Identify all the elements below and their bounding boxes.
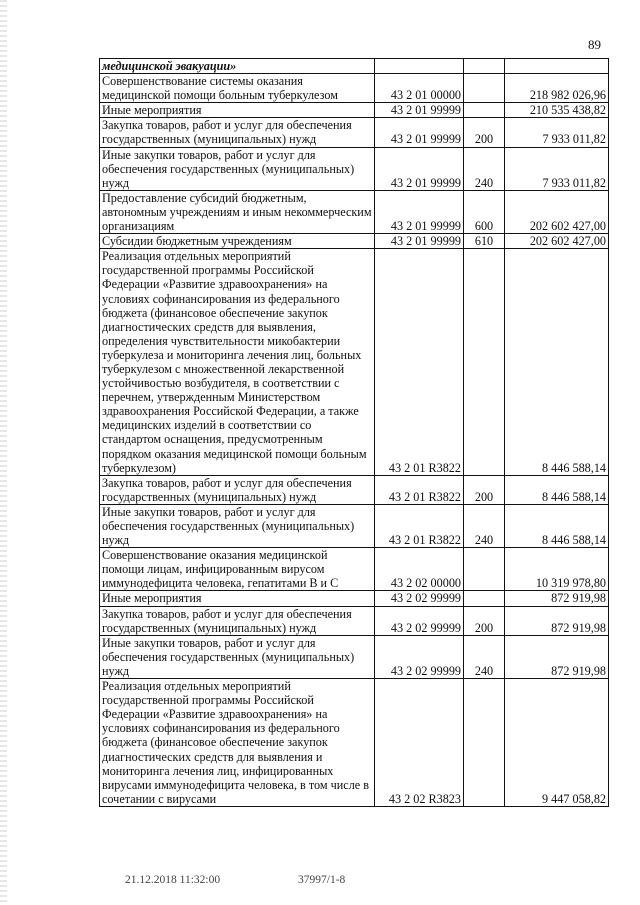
row-code-cell: 43 2 02 99999 (375, 635, 464, 678)
row-amount-cell: 218 982 026,96 (505, 74, 609, 103)
row-expense-type-cell: 200 (464, 475, 505, 504)
row-name-cell: Реализация отдельных мероприятий государственной программы Российской Федерации «Развитие здравоохранения» на условиях софинансирования из федерального бюджета (финансовое обеспечение закупок диагностических средств для выявления, определения чувствительности микобактерии туберкулеза и мониторинга лечения лиц, больных туберкулезом с множественной лекарственной устойчивостью возбудителя, в соответствии с перечнем, утвержденным Министерством здравоохранения Российской Федерации, а также медицинских изделий в соответствии со стандартом оснащения, предусмотренным порядком оказания медицинской помощи больным туберкулезом) (100, 249, 375, 476)
row-amount-cell: 872 919,98 (505, 591, 609, 606)
row-expense-type-cell: 600 (464, 190, 505, 233)
row-expense-type-cell: 240 (464, 147, 505, 190)
row-amount-cell: 9 447 058,82 (505, 679, 609, 807)
row-expense-type-cell: 200 (464, 118, 505, 147)
row-expense-type-cell: 610 (464, 234, 505, 249)
row-amount-cell: 8 446 588,14 (505, 475, 609, 504)
footer-doc-id: 37997/1-8 (298, 874, 346, 886)
row-code-cell: 43 2 02 R3823 (375, 679, 464, 807)
row-code-cell: 43 2 01 99999 (375, 103, 464, 118)
row-name-cell: Закупка товаров, работ и услуг для обеспечения государственных (муниципальных) нужд (100, 606, 375, 635)
page-number: 89 (588, 37, 601, 52)
table-row (100, 591, 609, 606)
row-code-cell: 43 2 02 00000 (375, 548, 464, 591)
table-row (100, 606, 609, 635)
table-row (100, 249, 609, 476)
table-row (100, 679, 609, 807)
row-amount-cell (505, 59, 609, 74)
row-amount-cell: 202 602 427,00 (505, 234, 609, 249)
row-expense-type-cell: 200 (464, 606, 505, 635)
row-expense-type-cell (464, 74, 505, 103)
table-row (100, 118, 609, 147)
row-amount-cell: 7 933 011,82 (505, 118, 609, 147)
row-name-cell: медицинской эвакуации» (100, 59, 375, 74)
row-code-cell: 43 2 02 99999 (375, 606, 464, 635)
table-row (100, 147, 609, 190)
table-row (100, 548, 609, 591)
row-code-cell: 43 2 01 R3822 (375, 475, 464, 504)
table-row (100, 103, 609, 118)
row-name-cell: Закупка товаров, работ и услуг для обеспечения государственных (муниципальных) нужд (100, 118, 375, 147)
row-code-cell: 43 2 01 99999 (375, 147, 464, 190)
row-code-cell (375, 59, 464, 74)
row-amount-cell: 7 933 011,82 (505, 147, 609, 190)
row-name-cell: Иные закупки товаров, работ и услуг для обеспечения государственных (муниципальных) нужд (100, 504, 375, 547)
row-amount-cell: 8 446 588,14 (505, 249, 609, 476)
row-name-cell: Реализация отдельных мероприятий государственной программы Российской Федерации «Развитие здравоохранения» на условиях софинансирования из федерального бюджета (финансовое обеспечение закупок диагностических средств для выявления и мониторинга лечения лиц, инфицированных вирусами иммунодефицита человека, в том числе в сочетании с вирусами (100, 679, 375, 807)
table-row (100, 635, 609, 678)
row-expense-type-cell (464, 249, 505, 476)
budget-table (99, 58, 609, 807)
row-expense-type-cell (464, 679, 505, 807)
row-name-cell: Иные мероприятия (100, 591, 375, 606)
table-row (100, 504, 609, 547)
footer-timestamp: 21.12.2018 11:32:00 (125, 874, 221, 886)
row-expense-type-cell (464, 59, 505, 74)
row-name-cell: Совершенствование оказания медицинской помощи лицам, инфицированным вирусом иммунодефицита человека, гепатитами В и С (100, 548, 375, 591)
budget-table-body (100, 59, 609, 807)
row-amount-cell: 210 535 438,82 (505, 103, 609, 118)
row-name-cell: Совершенствование системы оказания медицинской помощи больным туберкулезом (100, 74, 375, 103)
row-code-cell: 43 2 01 R3822 (375, 504, 464, 547)
table-row (100, 475, 609, 504)
row-code-cell: 43 2 01 99999 (375, 190, 464, 233)
row-amount-cell: 202 602 427,00 (505, 190, 609, 233)
row-name-cell: Закупка товаров, работ и услуг для обеспечения государственных (муниципальных) нужд (100, 475, 375, 504)
row-expense-type-cell (464, 548, 505, 591)
row-code-cell: 43 2 01 99999 (375, 234, 464, 249)
table-row (100, 190, 609, 233)
table-row (100, 74, 609, 103)
row-code-cell: 43 2 02 99999 (375, 591, 464, 606)
row-code-cell: 43 2 01 R3822 (375, 249, 464, 476)
table-row (100, 59, 609, 74)
row-amount-cell: 872 919,98 (505, 606, 609, 635)
row-name-cell: Субсидии бюджетным учреждениям (100, 234, 375, 249)
row-name-cell: Иные закупки товаров, работ и услуг для обеспечения государственных (муниципальных) нужд (100, 147, 375, 190)
row-expense-type-cell: 240 (464, 504, 505, 547)
table-row (100, 234, 609, 249)
row-code-cell: 43 2 01 00000 (375, 74, 464, 103)
row-code-cell: 43 2 01 99999 (375, 118, 464, 147)
scan-edge-artifact (0, 0, 7, 905)
row-name-cell: Предоставление субсидий бюджетным, автономным учреждениям и иным некоммерческим организациям (100, 190, 375, 233)
row-amount-cell: 872 919,98 (505, 635, 609, 678)
row-amount-cell: 10 319 978,80 (505, 548, 609, 591)
row-expense-type-cell (464, 103, 505, 118)
row-name-cell: Иные мероприятия (100, 103, 375, 118)
row-amount-cell: 8 446 588,14 (505, 504, 609, 547)
row-expense-type-cell (464, 591, 505, 606)
row-expense-type-cell: 240 (464, 635, 505, 678)
row-name-cell: Иные закупки товаров, работ и услуг для обеспечения государственных (муниципальных) нужд (100, 635, 375, 678)
